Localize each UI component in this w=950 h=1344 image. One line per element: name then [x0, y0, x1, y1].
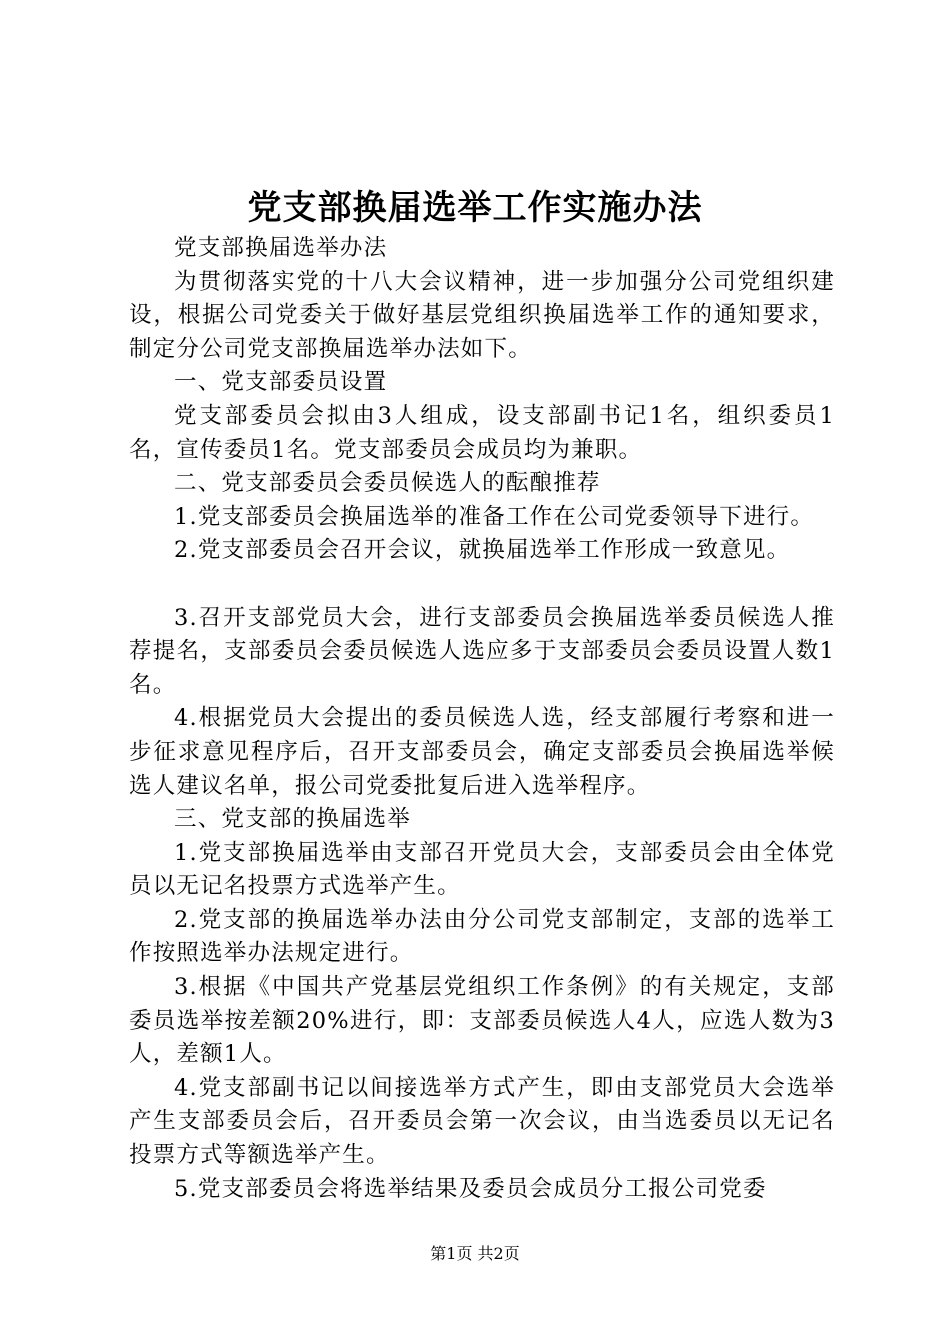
- paragraph-intro: 为贯彻落实党的十八大会议精神，进一步加强分公司党组织建设，根据公司党委关于做好基层党组织换届选举工作的通知要求，制定分公司党支部换届选举办法如下。: [129, 268, 835, 362]
- section-heading-1: 一、党支部委员设置: [174, 369, 388, 396]
- list-item: 2.党支部委员会召开会议，就换届选举工作形成一致意见。: [174, 537, 791, 564]
- list-item: 4.根据党员大会提出的委员候选人选，经支部履行考察和进一步征求意见程序后，召开支部委员会，确定支部委员会换届选举候选人建议名单，报公司党委批复后进入选举程序。: [129, 705, 835, 799]
- paragraph: 党支部委员会拟由3人组成，设支部副书记1名，组织委员1名，宣传委员1名。党支部委员会成员均为兼职。: [129, 402, 835, 463]
- section-heading-3: 三、党支部的换届选举: [174, 806, 412, 833]
- list-item: 5.党支部委员会将选举结果及委员会成员分工报公司党委: [174, 1175, 767, 1202]
- document-body: [129, 232, 835, 1206]
- list-item: 2.党支部的换届选举办法由分公司党支部制定，支部的选举工作按照选举办法规定进行。: [129, 906, 835, 967]
- paragraph-subtitle: 党支部换届选举办法: [174, 235, 388, 261]
- list-item: 4.党支部副书记以间接选举方式产生，即由支部党员大会选举产生支部委员会后，召开委员会第一次会议，由当选委员以无记名投票方式等额选举产生。: [129, 1074, 835, 1169]
- list-item: 3.根据《中国共产党基层党组织工作条例》的有关规定，支部委员选举按差额20%进行，即：支部委员候选人4人，应选人数为3人，差额1人。: [129, 974, 835, 1068]
- document-title: 党支部换届选举工作实施办法: [247, 188, 703, 228]
- section-heading-2: 二、党支部委员会委员候选人的酝酿推荐: [174, 470, 601, 497]
- list-item: 1.党支部委员会换届选举的准备工作在公司党委领导下进行。: [174, 503, 815, 530]
- list-item: 3.召开支部党员大会，进行支部委员会换届选举委员候选人推荐提名，支部委员会委员候选人选应多于支部委员会委员设置人数1名。: [129, 604, 835, 698]
- page-indicator: 第1页 共2页: [430, 1244, 520, 1263]
- list-item: 1.党支部换届选举由支部召开党员大会，支部委员会由全体党员以无记名投票方式选举产生。: [129, 839, 835, 900]
